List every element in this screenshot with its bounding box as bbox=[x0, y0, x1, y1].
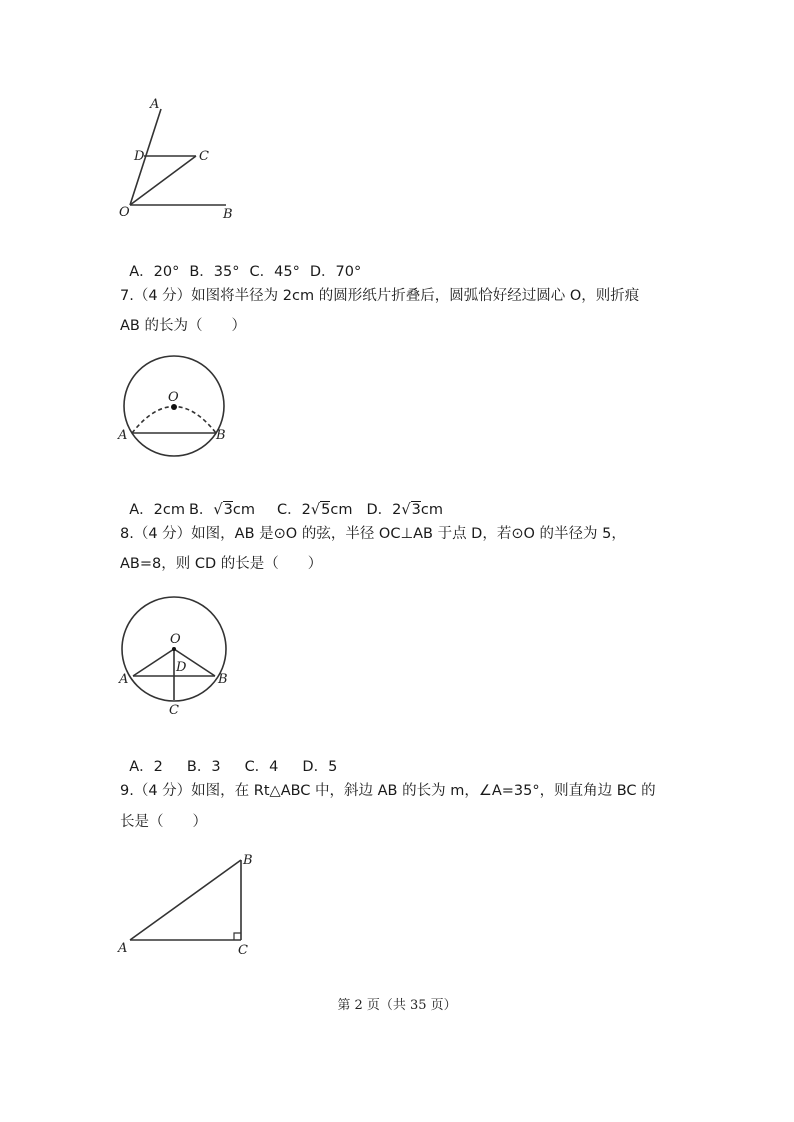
q7-option-b-prefix: B． bbox=[188, 502, 214, 518]
q9-stem-line2: 长是（ ） bbox=[120, 814, 207, 830]
q7-option-c-radicand: 5 bbox=[321, 502, 331, 518]
q6-option-c[interactable]: C．45° bbox=[249, 264, 300, 280]
q7-option-b-unit: cm bbox=[232, 502, 256, 518]
radius-oa bbox=[133, 649, 174, 676]
label-o: O bbox=[170, 632, 181, 647]
hypotenuse-ab bbox=[130, 860, 241, 940]
q7-option-b[interactable]: B．√3cm bbox=[188, 502, 256, 518]
label-c: C bbox=[199, 149, 209, 164]
q6-option-a[interactable]: A．20° bbox=[129, 264, 180, 280]
q6-option-b[interactable]: B．35° bbox=[189, 264, 240, 280]
q7-options bbox=[120, 480, 443, 520]
q7-option-a[interactable]: A．2cm bbox=[129, 502, 185, 518]
folded-arc bbox=[132, 407, 216, 434]
label-b: B bbox=[216, 428, 226, 443]
q8-option-d[interactable]: D．5 bbox=[302, 759, 338, 775]
label-o: O bbox=[119, 205, 130, 220]
q8-options bbox=[120, 737, 347, 777]
q6-options bbox=[120, 242, 371, 282]
right-angle-mark bbox=[234, 933, 241, 940]
label-b: B bbox=[243, 853, 253, 868]
q7-stem-line1: 7.（4 分）如图将半径为 2cm 的圆形纸片折叠后，圆弧恰好经过圆心 O，则折痕 bbox=[120, 288, 640, 304]
q7-option-c-prefix: C．2 bbox=[277, 502, 311, 518]
label-c: C bbox=[169, 703, 179, 718]
q7-option-b-radicand: 3 bbox=[223, 502, 233, 518]
q7-option-c[interactable]: C．2√5cm bbox=[277, 502, 353, 518]
label-a: A bbox=[118, 428, 128, 443]
q8-option-b[interactable]: B．3 bbox=[186, 759, 221, 775]
label-o: O bbox=[168, 390, 179, 405]
page-footer: 第 2 页（共 35 页） bbox=[337, 998, 457, 1013]
q7-option-c-unit: cm bbox=[330, 502, 353, 518]
q7-figure bbox=[110, 352, 240, 454]
q9-stem-line1: 9.（4 分）如图，在 Rt△ABC 中，斜边 AB 的长为 m，∠A=35°，则直角边 BC 的 bbox=[120, 783, 656, 799]
q7-stem-line2: AB 的长为（ ） bbox=[120, 318, 246, 334]
label-a: A bbox=[150, 97, 160, 112]
center-point bbox=[172, 647, 176, 651]
q8-figure bbox=[110, 592, 240, 718]
q6-figure bbox=[110, 92, 250, 224]
label-b: B bbox=[218, 672, 228, 687]
q8-option-a[interactable]: A．2 bbox=[129, 759, 163, 775]
q8-option-c[interactable]: C．4 bbox=[244, 759, 279, 775]
label-d: D bbox=[176, 660, 187, 675]
label-d: D bbox=[134, 149, 145, 164]
q7-option-d-prefix: D．2 bbox=[366, 502, 402, 518]
q8-stem-line1: 8.（4 分）如图，AB 是⊙O 的弦，半径 OC⊥AB 于点 D，若⊙O 的半径为 5， bbox=[120, 526, 626, 542]
q8-stem-line2: AB=8，则 CD 的长是（ ） bbox=[120, 556, 323, 572]
q6-option-d[interactable]: D．70° bbox=[309, 264, 362, 280]
q7-option-d-unit: cm bbox=[420, 502, 443, 518]
q9-figure bbox=[110, 848, 260, 958]
q7-option-d[interactable]: D．2√3cm bbox=[366, 502, 443, 518]
q7-option-d-radicand: 3 bbox=[411, 502, 421, 518]
label-a: A bbox=[119, 672, 129, 687]
label-b: B bbox=[223, 207, 233, 222]
label-a: A bbox=[118, 941, 128, 956]
label-c: C bbox=[238, 943, 248, 958]
